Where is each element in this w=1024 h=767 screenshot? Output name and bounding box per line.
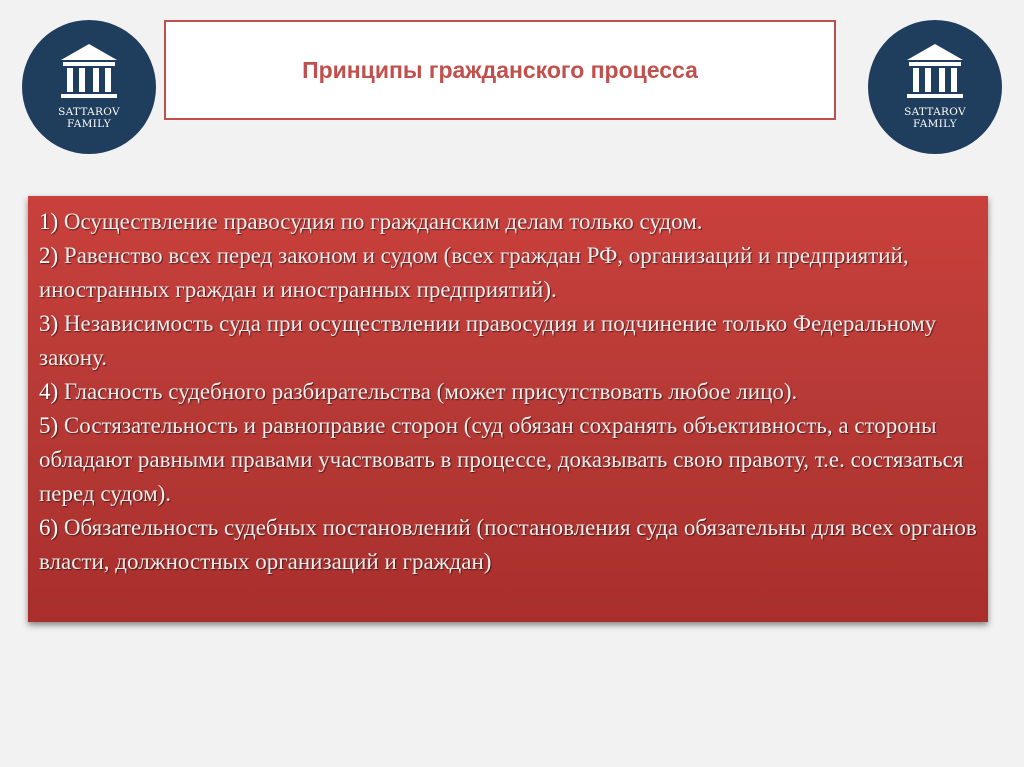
principle-lead: Обязательность судебных постановлений [58, 515, 471, 540]
principle-text: Гласность судебного разбирательства (может присутствовать любое лицо). [58, 379, 798, 404]
principle-number: 2) [39, 243, 59, 268]
principles-panel [28, 196, 988, 622]
principle-item-4 [39, 375, 978, 409]
logo-right-text [904, 106, 966, 130]
logo-left [22, 20, 156, 154]
page-title: Принципы гражданского процесса [302, 56, 698, 83]
principle-text: Осуществление правосудия по гражданским делам только судом. [58, 209, 703, 234]
principle-item-2 [39, 239, 978, 307]
principle-number: 6) [39, 515, 59, 540]
courthouse-icon [905, 42, 965, 100]
principle-item-5 [39, 409, 978, 511]
principle-lead: Состязательность и равноправие сторон [58, 413, 459, 438]
principle-number: 4) [39, 379, 59, 404]
principle-item-1 [39, 205, 978, 239]
logo-right-line2: FAMILY [913, 118, 957, 130]
logo-right-line1: SATTAROV [904, 106, 966, 118]
principle-number: 3) [39, 311, 59, 336]
principle-text: Независимость суда при осуществлении правосудия и подчинение только Федеральному закону. [39, 311, 937, 370]
courthouse-icon [59, 42, 119, 100]
logo-right [868, 20, 1002, 154]
principle-number: 5) [39, 413, 59, 438]
logo-left-text [58, 106, 120, 130]
principle-item-3 [39, 307, 978, 375]
principle-text: (постановления суда обязательны для всех органов власти, должностных организаций и граждан) [39, 515, 977, 574]
title-box [164, 20, 836, 120]
logo-left-line2: FAMILY [67, 118, 111, 130]
principle-item-6 [39, 511, 978, 579]
principle-text: Равенство всех перед законом и судом (всех граждан РФ, организаций и предприятий, иностранных граждан и иностранных предприятий). [39, 243, 909, 302]
principle-number: 1) [39, 209, 59, 234]
principle-text: (суд обязан сохранять объективность, а стороны обладают равными правами участвовать в процессе, доказывать свою правоту, т.е. состязаться перед судом). [39, 413, 964, 506]
logo-left-line1: SATTAROV [58, 106, 120, 118]
